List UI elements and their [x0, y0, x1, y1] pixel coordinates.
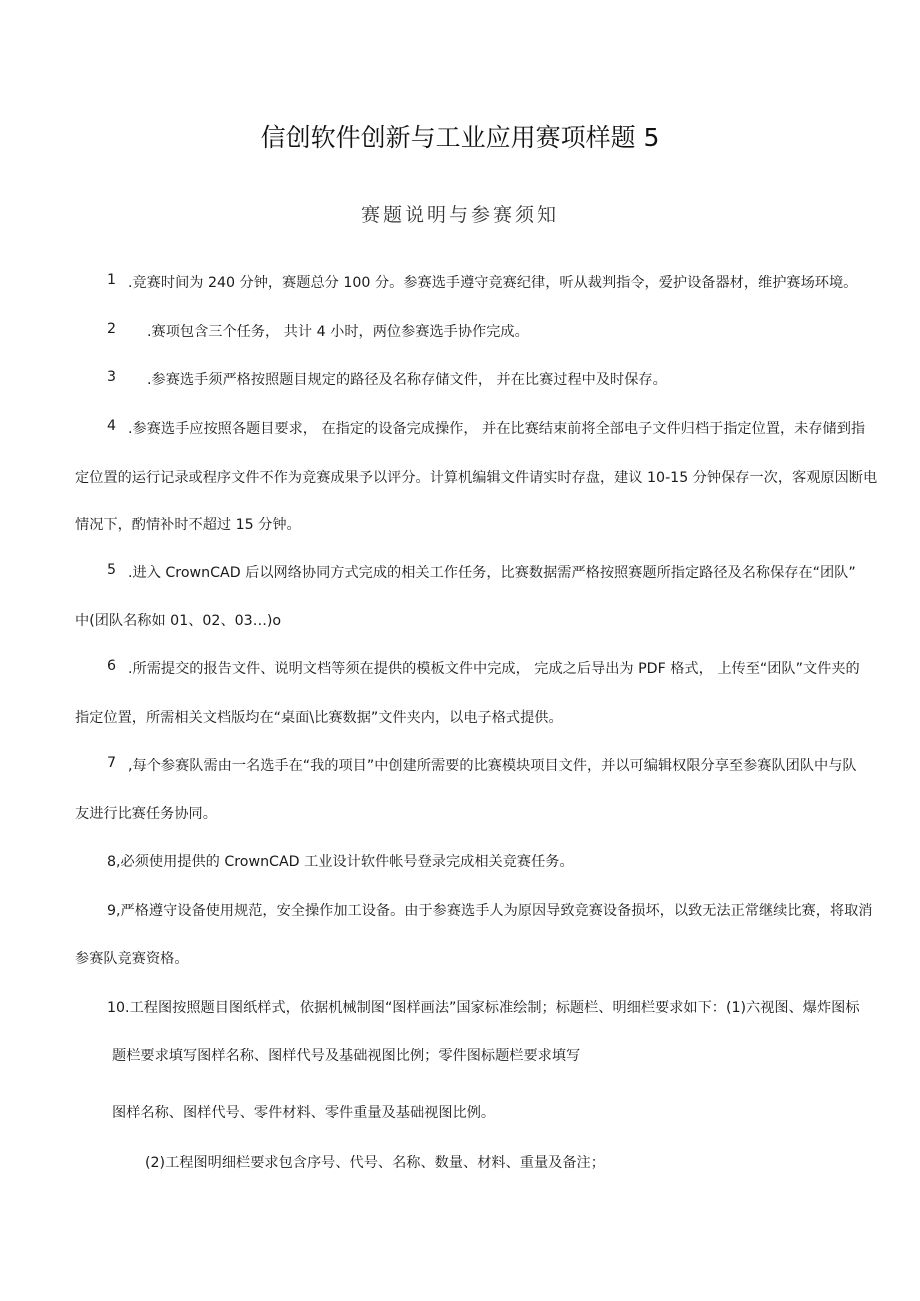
document-subtitle: 赛题说明与参赛须知: [360, 204, 559, 226]
item-line: ,每个参赛队需由一名选手在“我的项目”中创建所需要的比赛模块项目文件，并以可编辑权限分享至参赛队团队中与队: [128, 758, 857, 774]
item-line: 9,严格遵守设备使用规范，安全操作加工设备。由于参赛选手人为原因导致竞赛设备损坏，以致无法正常继续比赛，将取消: [107, 903, 873, 919]
item-line: 10.工程图按照题目图纸样式，依据机械制图“图样画法”国家标准绘制；标题栏、明细栏要求如下：(1)六视图、爆炸图标: [107, 1000, 860, 1016]
document-title: 信创软件创新与工业应用赛项样题 5: [260, 123, 660, 152]
item-line: 图样名称、图样代号、零件材料、零件重量及基础视图比例。: [112, 1105, 496, 1121]
item-number: 2: [107, 321, 117, 337]
item-line: 指定位置，所需相关文档版均在“桌面\比赛数据”文件夹内，以电子格式提供。: [75, 710, 563, 726]
item-line: 8,必须使用提供的 CrownCAD 工业设计软件帐号登录完成相关竞赛任务。: [107, 854, 574, 870]
item-line: .所需提交的报告文件、说明文档等须在提供的模板文件中完成， 完成之后导出为 PDF 格式， 上传至“团队”文件夹的: [128, 661, 860, 677]
item-number: 1: [107, 272, 117, 288]
item-line: 题栏要求填写图样名称、图样代号及基础视图比例；零件图标题栏要求填写: [112, 1048, 581, 1064]
item-line: .进入 CrownCAD 后以网络协同方式完成的相关工作任务，比赛数据需严格按照赛题所指定路径及名称保存在“团队”: [128, 565, 856, 581]
item-line: 友进行比赛任务协同。: [75, 806, 217, 822]
item-number: 6: [107, 658, 117, 674]
item-line: .参赛选手须严格按照题目规定的路径及名称存储文件， 并在比赛过程中及时保存。: [147, 372, 667, 388]
item-line: .赛项包含三个任务， 共计 4 小时，两位参赛选手协作完成。: [147, 324, 529, 340]
item-line: 定位置的运行记录或程序文件不作为竞赛成果予以评分。计算机编辑文件请实时存盘，建议 10-15 分钟保存一次，客观原因断电: [75, 470, 878, 486]
item-line: .参赛选手应按照各题目要求， 在指定的设备完成操作， 并在比赛结束前将全部电子文件归档于指定位置，未存储到指: [128, 421, 866, 437]
item-line: (2)工程图明细栏要求包含序号、代号、名称、数量、材料、重量及备注；: [145, 1155, 605, 1171]
item-line: 参赛队竞赛资格。: [75, 951, 189, 967]
item-number: 3: [107, 369, 117, 385]
item-line: 中(团队名称如 01、02、03…)o: [75, 613, 282, 629]
item-number: 7: [107, 755, 117, 771]
item-number: 4: [107, 418, 117, 434]
item-line: 情况下，酌情补时不超过 15 分钟。: [75, 517, 301, 533]
item-line: .竞赛时间为 240 分钟，赛题总分 100 分。参赛选手遵守竞赛纪律，听从裁判指令，爱护设备器材，维护赛场环境。: [128, 275, 858, 291]
item-number: 5: [107, 562, 117, 578]
